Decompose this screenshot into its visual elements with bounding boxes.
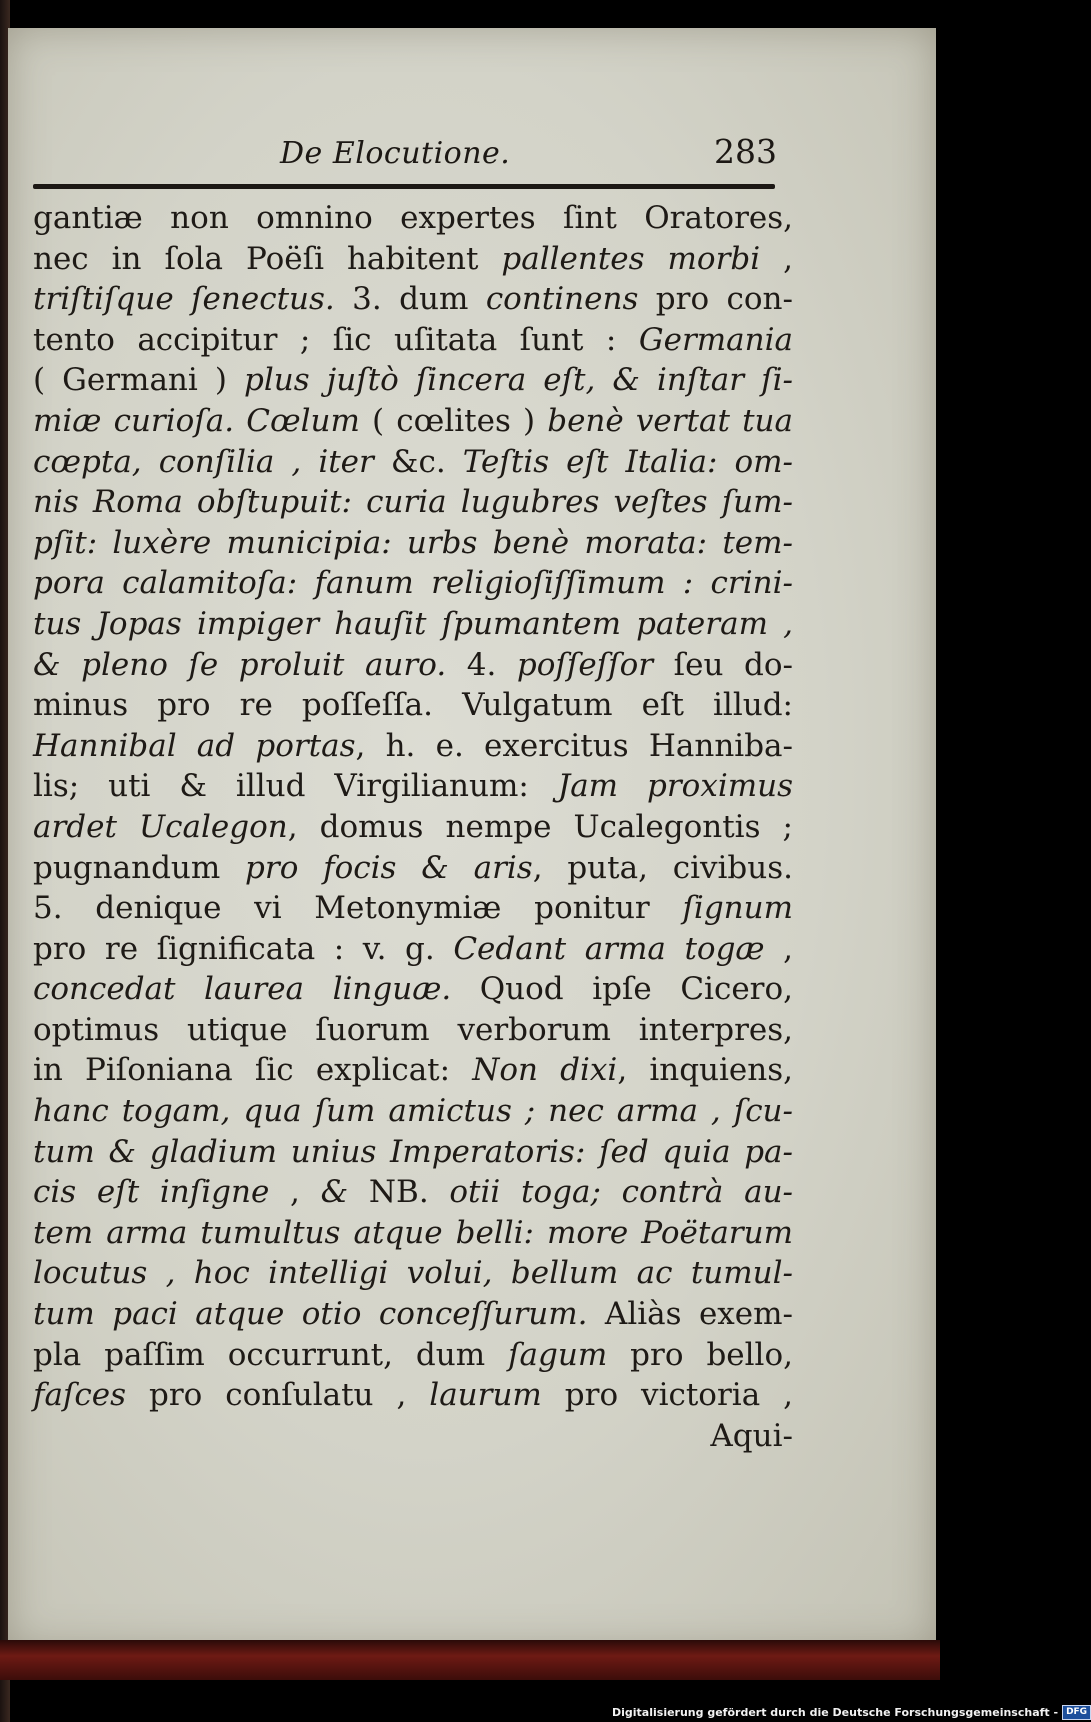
text-run: , — [760, 240, 793, 277]
italic-text-run: miæ curioſa. Cœlum — [33, 402, 360, 439]
digitization-credit — [612, 1704, 1091, 1720]
italic-text-run: pro focis & aris — [245, 849, 533, 886]
text-run: optimus utique ſuorum verborum interpres, — [33, 1011, 793, 1048]
credit-text: Digitalisierung gefördert durch die Deutsche Forschungsgemeinschaft - — [612, 1705, 1059, 1719]
text-line — [33, 1416, 793, 1457]
italic-text-run: Hannibal ad portas — [33, 727, 356, 764]
italic-text-run: tum & gladium unius Imperatoris: ſed quia pa- — [33, 1133, 793, 1170]
text-run: Aqui- — [710, 1417, 793, 1454]
text-line — [33, 807, 793, 848]
text-line — [33, 279, 793, 320]
italic-text-run: & pleno ſe proluit auro. — [33, 646, 447, 683]
italic-text-run: & — [320, 1174, 349, 1211]
text-line — [33, 198, 793, 239]
text-line — [33, 685, 793, 726]
text-line — [33, 1010, 793, 1051]
italic-text-run: ardet Ucalegon — [33, 808, 288, 845]
text-line — [33, 929, 793, 970]
italic-text-run: continens — [485, 281, 639, 318]
text-line — [33, 360, 793, 401]
text-run: in Piſoniana ſic explicat: — [33, 1052, 473, 1089]
text-run: pugnandum — [33, 849, 246, 886]
text-line — [33, 523, 793, 564]
text-run: , — [269, 1174, 321, 1211]
text-run: gantiæ non omnino expertes ſint Oratores, — [33, 200, 793, 236]
text-line — [33, 1253, 793, 1294]
text-run: 3. dum — [334, 281, 486, 318]
text-run: pla paſſim occurrunt, dum — [33, 1336, 509, 1373]
text-run: , — [764, 930, 793, 967]
text-line — [33, 766, 793, 807]
text-line — [33, 604, 793, 645]
dfg-logo: DFG — [1062, 1705, 1091, 1720]
text-run: &c. — [373, 443, 463, 480]
text-line — [33, 1172, 793, 1213]
italic-text-run: pallentes morbi — [501, 240, 761, 277]
italic-text-run: Cedant arma togæ — [453, 930, 765, 967]
italic-text-run: Teſtis eſt Italia: om- — [462, 443, 793, 480]
italic-text-run: Jam proximus — [557, 768, 793, 805]
text-run: pro bello, — [607, 1336, 793, 1373]
text-run: tento accipitur ; ſic uſitata ſunt : — [33, 321, 639, 358]
header-rule — [33, 184, 775, 189]
text-line — [33, 1375, 793, 1416]
text-line — [33, 442, 793, 483]
text-run: pro re ſignificata : v. g. — [33, 930, 454, 967]
italic-text-run: hanc togam, qua ſum amictus ; nec arma , ſcu- — [33, 1093, 793, 1130]
running-head — [8, 132, 936, 176]
italic-text-run: locutus , hoc intelligi volui, bellum ac tumul- — [33, 1255, 793, 1292]
book-cover-edge — [0, 1640, 940, 1680]
text-run: minus pro re poſſeſſa. Vulgatum eſt illud: — [33, 687, 793, 724]
text-line — [33, 1091, 793, 1132]
text-run: pro con- — [638, 281, 793, 318]
text-run: ( Germani ) — [33, 362, 244, 399]
text-line — [33, 888, 793, 929]
text-line — [33, 239, 793, 280]
body-text — [33, 198, 793, 1456]
italic-text-run: Non dixi — [472, 1052, 618, 1089]
italic-text-run: benè vertat tua — [547, 402, 793, 439]
text-line — [33, 1294, 793, 1335]
text-run: 5. denique vi Metonymiæ ponitur — [33, 890, 683, 927]
text-run: lis; uti & illud Virgilianum: — [33, 768, 558, 805]
italic-text-run: cis eſt inſigne — [33, 1174, 270, 1211]
text-run: , h. e. exercitus Hanniba- — [355, 727, 794, 764]
text-line — [33, 401, 793, 442]
text-run: pro victoria , — [541, 1377, 793, 1414]
text-line — [33, 726, 793, 767]
italic-text-run: pora calamitoſa: fanum religioſiſſimum : crini- — [33, 565, 793, 602]
text-run: , domus nempe Ucalegontis ; — [287, 808, 793, 845]
italic-text-run: pſit: luxère municipia: urbs benè morata: tem- — [33, 524, 793, 561]
italic-text-run: faſces — [33, 1377, 127, 1414]
text-line — [33, 1335, 793, 1376]
text-run: ( cœlites ) — [359, 402, 548, 439]
text-line — [33, 482, 793, 523]
italic-text-run: tus Jopas impiger hauſit ſpumantem pateram , — [33, 605, 793, 642]
text-line — [33, 1213, 793, 1254]
text-run: nec in ſola Poëſi habitent — [33, 240, 502, 277]
italic-text-run: Germania — [638, 321, 793, 358]
italic-text-run: laurum — [429, 1377, 542, 1414]
book-page — [8, 28, 936, 1648]
italic-text-run: cœpta, conſilia , iter — [33, 443, 374, 480]
text-run: pro conſulatu , — [126, 1377, 430, 1414]
running-head-title: De Elocutione. — [280, 136, 511, 171]
text-run: ſeu do- — [653, 646, 793, 683]
text-line — [33, 645, 793, 686]
italic-text-run: concedat laurea linguæ. — [33, 971, 452, 1008]
page-number: 283 — [714, 132, 777, 171]
italic-text-run: triſtiſque ſenectus. — [33, 281, 335, 318]
text-run: Quod ipſe Cicero, — [451, 971, 793, 1008]
text-line — [33, 848, 793, 889]
text-line — [33, 320, 793, 361]
italic-text-run: ſagum — [508, 1336, 608, 1373]
text-line — [33, 1132, 793, 1173]
italic-text-run: ſignum — [682, 890, 793, 927]
italic-text-run: otii toga; contrà au- — [449, 1174, 794, 1211]
text-run: 4. — [446, 646, 517, 683]
text-run: NB. — [348, 1174, 450, 1211]
italic-text-run: poſſeſſor — [516, 646, 654, 683]
italic-text-run: nis Roma obſtupuit: curia lugubres veſtes ſum- — [33, 484, 793, 521]
text-line — [33, 969, 793, 1010]
text-run: , inquiens, — [617, 1052, 794, 1089]
text-line — [33, 563, 793, 604]
text-line — [33, 1050, 793, 1091]
italic-text-run: plus juſtò ſincera eſt, & inſtar ſi- — [243, 362, 794, 399]
text-run: Aliàs exem- — [587, 1296, 793, 1333]
italic-text-run: tem arma tumultus atque belli: more Poëtarum — [33, 1214, 793, 1251]
italic-text-run: tum paci atque otio conceſſurum. — [33, 1296, 588, 1333]
text-run: , puta, civibus. — [532, 849, 793, 886]
